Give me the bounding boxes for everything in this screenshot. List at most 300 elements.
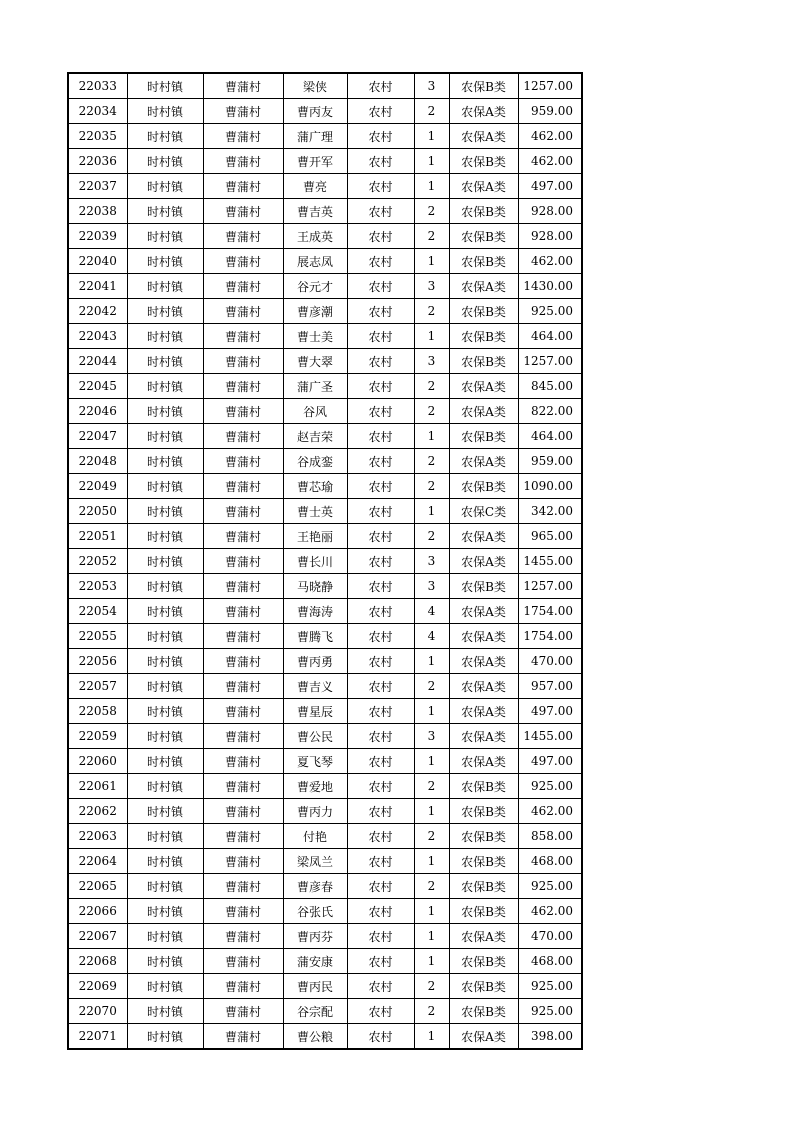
cell-type: 农村 [347,624,414,649]
cell-town: 时村镇 [127,99,203,124]
cell-category: 农保B类 [449,199,518,224]
cell-village: 曹蒲村 [203,124,283,149]
cell-type: 农村 [347,1024,414,1050]
table-row [68,624,582,649]
cell-village: 曹蒲村 [203,324,283,349]
cell-village: 曹蒲村 [203,549,283,574]
cell-name: 曹士美 [283,324,347,349]
cell-category: 农保B类 [449,324,518,349]
cell-village: 曹蒲村 [203,724,283,749]
cell-category: 农保B类 [449,799,518,824]
table-row [68,499,582,524]
table-row [68,224,582,249]
table-row [68,474,582,499]
cell-amount: 925.00 [518,974,582,999]
cell-count: 3 [414,349,449,374]
cell-amount: 464.00 [518,324,582,349]
cell-amount: 858.00 [518,824,582,849]
cell-village: 曹蒲村 [203,649,283,674]
cell-category: 农保A类 [449,649,518,674]
cell-id: 22053 [68,574,127,599]
cell-category: 农保A类 [449,274,518,299]
table-row [68,174,582,199]
cell-type: 农村 [347,349,414,374]
cell-amount: 959.00 [518,99,582,124]
cell-amount: 822.00 [518,399,582,424]
cell-name: 谷成銮 [283,449,347,474]
cell-name: 王艳丽 [283,524,347,549]
cell-name: 曹丙勇 [283,649,347,674]
cell-count: 1 [414,249,449,274]
cell-village: 曹蒲村 [203,199,283,224]
cell-village: 曹蒲村 [203,299,283,324]
table-row [68,949,582,974]
cell-town: 时村镇 [127,124,203,149]
cell-count: 2 [414,199,449,224]
cell-amount: 497.00 [518,699,582,724]
cell-name: 曹芯瑜 [283,474,347,499]
cell-amount: 1455.00 [518,549,582,574]
cell-village: 曹蒲村 [203,949,283,974]
cell-name: 蒲广圣 [283,374,347,399]
cell-id: 22038 [68,199,127,224]
cell-count: 1 [414,424,449,449]
cell-id: 22041 [68,274,127,299]
table-row [68,824,582,849]
cell-id: 22039 [68,224,127,249]
cell-amount: 959.00 [518,449,582,474]
cell-amount: 925.00 [518,299,582,324]
cell-category: 农保B类 [449,349,518,374]
cell-category: 农保C类 [449,499,518,524]
table-row [68,999,582,1024]
cell-category: 农保A类 [449,724,518,749]
cell-count: 1 [414,899,449,924]
cell-category: 农保B类 [449,774,518,799]
cell-category: 农保B类 [449,949,518,974]
cell-count: 4 [414,624,449,649]
table-row [68,449,582,474]
table-row [68,274,582,299]
table-row [68,924,582,949]
cell-amount: 468.00 [518,949,582,974]
cell-type: 农村 [347,149,414,174]
table-row [68,1024,582,1050]
cell-village: 曹蒲村 [203,149,283,174]
cell-village: 曹蒲村 [203,474,283,499]
table-row [68,299,582,324]
cell-village: 曹蒲村 [203,574,283,599]
cell-town: 时村镇 [127,174,203,199]
cell-type: 农村 [347,73,414,99]
cell-type: 农村 [347,249,414,274]
cell-village: 曹蒲村 [203,624,283,649]
cell-town: 时村镇 [127,499,203,524]
table-row [68,249,582,274]
cell-village: 曹蒲村 [203,899,283,924]
cell-id: 22068 [68,949,127,974]
cell-town: 时村镇 [127,549,203,574]
cell-name: 赵吉荣 [283,424,347,449]
cell-id: 22035 [68,124,127,149]
cell-town: 时村镇 [127,574,203,599]
table-body [68,73,582,1049]
cell-town: 时村镇 [127,599,203,624]
cell-amount: 468.00 [518,849,582,874]
cell-village: 曹蒲村 [203,674,283,699]
cell-town: 时村镇 [127,899,203,924]
cell-amount: 470.00 [518,649,582,674]
table-row [68,424,582,449]
cell-type: 农村 [347,549,414,574]
cell-id: 22061 [68,774,127,799]
cell-amount: 462.00 [518,124,582,149]
cell-name: 曹丙力 [283,799,347,824]
cell-count: 1 [414,174,449,199]
table-row [68,524,582,549]
cell-village: 曹蒲村 [203,749,283,774]
cell-category: 农保A类 [449,449,518,474]
cell-count: 3 [414,574,449,599]
cell-count: 2 [414,99,449,124]
cell-town: 时村镇 [127,874,203,899]
cell-category: 农保A类 [449,524,518,549]
cell-name: 曹丙友 [283,99,347,124]
table-row [68,549,582,574]
cell-count: 2 [414,824,449,849]
cell-count: 2 [414,774,449,799]
cell-type: 农村 [347,724,414,749]
cell-id: 22060 [68,749,127,774]
cell-id: 22047 [68,424,127,449]
cell-category: 农保B类 [449,899,518,924]
cell-count: 1 [414,124,449,149]
cell-type: 农村 [347,399,414,424]
cell-count: 4 [414,599,449,624]
cell-id: 22048 [68,449,127,474]
cell-name: 曹士英 [283,499,347,524]
cell-category: 农保B类 [449,974,518,999]
cell-name: 展志凤 [283,249,347,274]
cell-type: 农村 [347,899,414,924]
cell-id: 22065 [68,874,127,899]
table-row [68,899,582,924]
cell-id: 22052 [68,549,127,574]
cell-count: 3 [414,274,449,299]
cell-amount: 845.00 [518,374,582,399]
cell-type: 农村 [347,974,414,999]
cell-count: 2 [414,374,449,399]
cell-town: 时村镇 [127,424,203,449]
table-row [68,874,582,899]
cell-town: 时村镇 [127,674,203,699]
cell-name: 谷风 [283,399,347,424]
cell-name: 梁侠 [283,73,347,99]
cell-count: 2 [414,999,449,1024]
table-row [68,799,582,824]
table-row [68,699,582,724]
cell-type: 农村 [347,574,414,599]
table-row [68,374,582,399]
cell-village: 曹蒲村 [203,924,283,949]
table-row [68,574,582,599]
cell-name: 曹彦潮 [283,299,347,324]
cell-town: 时村镇 [127,524,203,549]
cell-village: 曹蒲村 [203,73,283,99]
cell-amount: 462.00 [518,799,582,824]
cell-id: 22040 [68,249,127,274]
cell-type: 农村 [347,949,414,974]
table-row [68,674,582,699]
cell-id: 22033 [68,73,127,99]
cell-id: 22062 [68,799,127,824]
cell-type: 农村 [347,674,414,699]
cell-amount: 928.00 [518,199,582,224]
cell-amount: 497.00 [518,174,582,199]
cell-type: 农村 [347,299,414,324]
cell-village: 曹蒲村 [203,249,283,274]
cell-count: 2 [414,474,449,499]
cell-amount: 1754.00 [518,624,582,649]
cell-id: 22057 [68,674,127,699]
cell-village: 曹蒲村 [203,774,283,799]
cell-town: 时村镇 [127,249,203,274]
cell-village: 曹蒲村 [203,274,283,299]
cell-count: 1 [414,949,449,974]
cell-category: 农保B类 [449,424,518,449]
cell-id: 22063 [68,824,127,849]
cell-type: 农村 [347,999,414,1024]
cell-name: 曹星辰 [283,699,347,724]
cell-count: 1 [414,149,449,174]
cell-town: 时村镇 [127,974,203,999]
cell-village: 曹蒲村 [203,849,283,874]
cell-name: 蒲安康 [283,949,347,974]
table-row [68,324,582,349]
cell-type: 农村 [347,224,414,249]
cell-name: 曹吉义 [283,674,347,699]
cell-id: 22070 [68,999,127,1024]
cell-category: 农保B类 [449,999,518,1024]
cell-category: 农保B类 [449,73,518,99]
cell-name: 曹开军 [283,149,347,174]
cell-name: 曹丙民 [283,974,347,999]
cell-id: 22050 [68,499,127,524]
cell-name: 梁凤兰 [283,849,347,874]
cell-id: 22058 [68,699,127,724]
cell-count: 1 [414,324,449,349]
cell-category: 农保A类 [449,624,518,649]
cell-town: 时村镇 [127,824,203,849]
cell-town: 时村镇 [127,924,203,949]
cell-category: 农保B类 [449,474,518,499]
cell-village: 曹蒲村 [203,499,283,524]
cell-town: 时村镇 [127,299,203,324]
cell-name: 曹公民 [283,724,347,749]
cell-amount: 1257.00 [518,73,582,99]
cell-category: 农保B类 [449,574,518,599]
cell-name: 曹公粮 [283,1024,347,1050]
cell-type: 农村 [347,649,414,674]
cell-count: 2 [414,224,449,249]
cell-id: 22071 [68,1024,127,1050]
cell-name: 付艳 [283,824,347,849]
cell-id: 22049 [68,474,127,499]
cell-type: 农村 [347,924,414,949]
cell-amount: 1455.00 [518,724,582,749]
cell-name: 王成英 [283,224,347,249]
cell-town: 时村镇 [127,149,203,174]
cell-id: 22036 [68,149,127,174]
table-row [68,99,582,124]
cell-amount: 925.00 [518,774,582,799]
cell-amount: 342.00 [518,499,582,524]
cell-village: 曹蒲村 [203,99,283,124]
cell-amount: 462.00 [518,899,582,924]
cell-category: 农保B类 [449,874,518,899]
cell-type: 农村 [347,749,414,774]
cell-village: 曹蒲村 [203,799,283,824]
cell-id: 22069 [68,974,127,999]
cell-id: 22042 [68,299,127,324]
cell-village: 曹蒲村 [203,374,283,399]
cell-type: 农村 [347,524,414,549]
cell-name: 曹彦春 [283,874,347,899]
cell-id: 22046 [68,399,127,424]
cell-name: 曹丙芬 [283,924,347,949]
table-row [68,124,582,149]
cell-amount: 1430.00 [518,274,582,299]
table-row [68,73,582,99]
cell-category: 农保A类 [449,124,518,149]
cell-id: 22051 [68,524,127,549]
cell-name: 马晓静 [283,574,347,599]
cell-type: 农村 [347,599,414,624]
cell-count: 1 [414,699,449,724]
cell-town: 时村镇 [127,73,203,99]
cell-town: 时村镇 [127,624,203,649]
cell-category: 农保A类 [449,924,518,949]
table-row [68,749,582,774]
cell-id: 22045 [68,374,127,399]
cell-village: 曹蒲村 [203,349,283,374]
cell-category: 农保B类 [449,849,518,874]
cell-id: 22054 [68,599,127,624]
cell-town: 时村镇 [127,749,203,774]
cell-village: 曹蒲村 [203,599,283,624]
cell-type: 农村 [347,99,414,124]
table-row [68,649,582,674]
cell-village: 曹蒲村 [203,999,283,1024]
cell-name: 曹长川 [283,549,347,574]
cell-count: 3 [414,549,449,574]
cell-village: 曹蒲村 [203,524,283,549]
cell-count: 2 [414,974,449,999]
cell-count: 1 [414,499,449,524]
cell-town: 时村镇 [127,199,203,224]
cell-village: 曹蒲村 [203,699,283,724]
cell-town: 时村镇 [127,324,203,349]
cell-town: 时村镇 [127,849,203,874]
cell-id: 22064 [68,849,127,874]
cell-id: 22034 [68,99,127,124]
data-table [67,72,583,1050]
cell-village: 曹蒲村 [203,974,283,999]
cell-category: 农保A类 [449,749,518,774]
cell-village: 曹蒲村 [203,224,283,249]
cell-type: 农村 [347,174,414,199]
cell-category: 农保A类 [449,399,518,424]
cell-town: 时村镇 [127,449,203,474]
cell-amount: 928.00 [518,224,582,249]
cell-type: 农村 [347,849,414,874]
table-row [68,849,582,874]
cell-type: 农村 [347,424,414,449]
cell-category: 农保A类 [449,599,518,624]
cell-town: 时村镇 [127,774,203,799]
cell-category: 农保B类 [449,149,518,174]
cell-village: 曹蒲村 [203,399,283,424]
table-row [68,399,582,424]
cell-amount: 1754.00 [518,599,582,624]
cell-count: 1 [414,649,449,674]
cell-amount: 957.00 [518,674,582,699]
cell-type: 农村 [347,799,414,824]
cell-category: 农保B类 [449,249,518,274]
cell-count: 2 [414,399,449,424]
cell-amount: 965.00 [518,524,582,549]
cell-type: 农村 [347,774,414,799]
cell-name: 曹爱地 [283,774,347,799]
cell-category: 农保B类 [449,224,518,249]
cell-town: 时村镇 [127,949,203,974]
cell-type: 农村 [347,499,414,524]
cell-count: 1 [414,1024,449,1050]
cell-town: 时村镇 [127,349,203,374]
table-row [68,199,582,224]
cell-amount: 925.00 [518,999,582,1024]
cell-count: 1 [414,799,449,824]
cell-count: 3 [414,724,449,749]
cell-count: 2 [414,524,449,549]
cell-town: 时村镇 [127,799,203,824]
table-row [68,774,582,799]
cell-amount: 1090.00 [518,474,582,499]
cell-category: 农保A类 [449,549,518,574]
cell-town: 时村镇 [127,399,203,424]
cell-count: 3 [414,73,449,99]
cell-count: 2 [414,874,449,899]
cell-village: 曹蒲村 [203,424,283,449]
cell-type: 农村 [347,474,414,499]
cell-town: 时村镇 [127,224,203,249]
cell-count: 2 [414,299,449,324]
cell-town: 时村镇 [127,274,203,299]
cell-type: 农村 [347,374,414,399]
cell-name: 曹大翠 [283,349,347,374]
cell-name: 曹亮 [283,174,347,199]
cell-village: 曹蒲村 [203,824,283,849]
cell-name: 谷张氏 [283,899,347,924]
cell-count: 1 [414,924,449,949]
cell-category: 农保B类 [449,299,518,324]
cell-village: 曹蒲村 [203,1024,283,1050]
table-row [68,149,582,174]
cell-town: 时村镇 [127,999,203,1024]
cell-category: 农保B类 [449,824,518,849]
cell-category: 农保A类 [449,99,518,124]
cell-category: 农保A类 [449,699,518,724]
